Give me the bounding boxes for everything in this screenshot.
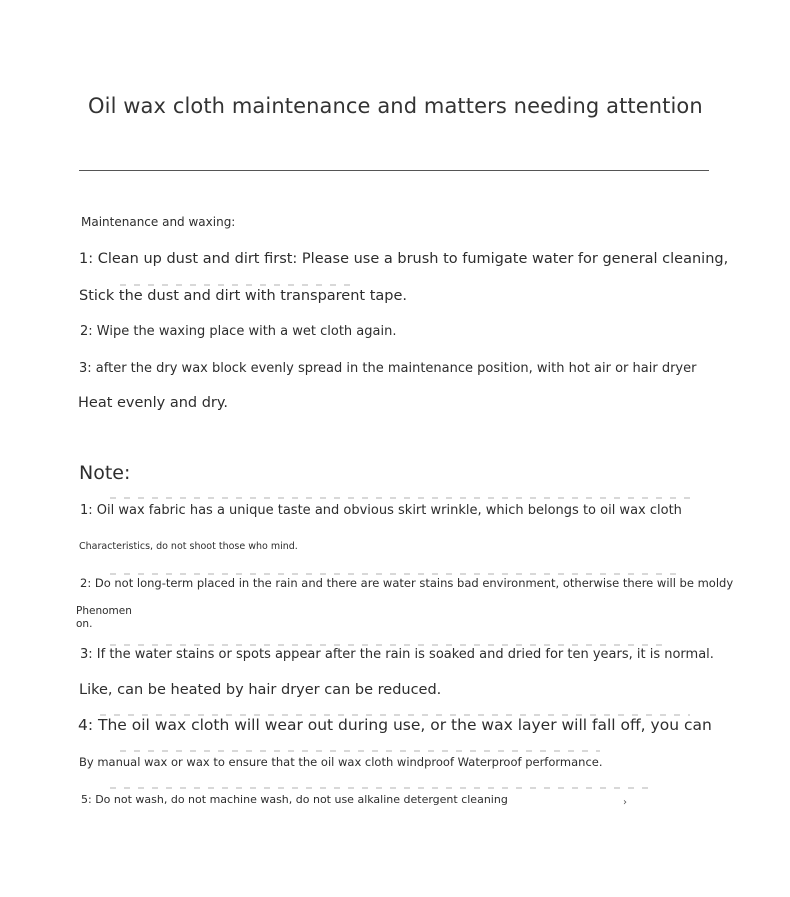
note-3-line-2: Like, can be heated by hair dryer can be reduced.: [79, 682, 442, 698]
maintenance-step-3-line-1: 3: after the dry wax block evenly spread in the maintenance position, with hot air or hair dryer: [79, 361, 697, 376]
faint-text-residue: [120, 750, 600, 752]
note-heading: Note:: [79, 462, 131, 484]
page-title: Oil wax cloth maintenance and matters needing attention: [88, 94, 703, 118]
note-2-line-3: on.: [76, 618, 93, 630]
title-divider: [79, 170, 709, 171]
maintenance-step-3-line-2: Heat evenly and dry.: [78, 395, 229, 411]
faint-text-residue: [120, 284, 350, 286]
stray-mark: ›: [623, 797, 627, 808]
note-4-line-1: 4: The oil wax cloth will wear out during use, or the wax layer will fall off, you can: [78, 716, 712, 734]
maintenance-step-2: 2: Wipe the waxing place with a wet cloth again.: [80, 324, 397, 339]
note-1-line-1: 1: Oil wax fabric has a unique taste and obvious skirt wrinkle, which belongs to oil wax cloth: [80, 503, 682, 518]
faint-text-residue: [110, 497, 690, 499]
note-1-line-2: Characteristics, do not shoot those who mind.: [79, 541, 298, 552]
faint-text-residue: [110, 573, 680, 575]
maintenance-heading: Maintenance and waxing:: [81, 215, 236, 229]
note-2-line-2: Phenomen: [76, 605, 132, 617]
note-4-line-2: By manual wax or wax to ensure that the oil wax cloth windproof Waterproof performance.: [79, 755, 603, 769]
note-5: 5: Do not wash, do not machine wash, do not use alkaline detergent cleaning: [81, 793, 508, 806]
maintenance-step-1-line-1: 1: Clean up dust and dirt first: Please use a brush to fumigate water for general cleaning,: [79, 251, 729, 267]
maintenance-step-1-line-2: Stick the dust and dirt with transparent tape.: [79, 288, 408, 304]
note-2-line-1: 2: Do not long-term placed in the rain and there are water stains bad environment, otherwise there will be moldy: [80, 576, 734, 590]
note-3-line-1: 3: If the water stains or spots appear after the rain is soaked and dried for ten years, it is normal.: [80, 647, 714, 662]
faint-text-residue: [110, 787, 650, 789]
faint-text-residue: [110, 644, 670, 646]
